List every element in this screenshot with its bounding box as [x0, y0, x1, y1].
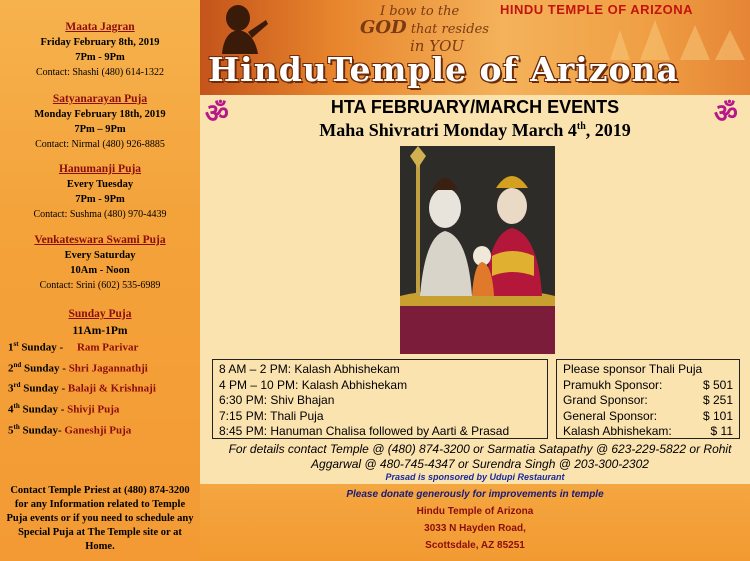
event-time: 7Pm – 9Pm [74, 124, 126, 135]
event-time: 10Am - Noon [70, 265, 130, 276]
event-date: Every Saturday [64, 250, 136, 261]
list-item: 4th Sunday - Shivji Puja [8, 401, 120, 416]
sponsor-row: Kalash Abhishekam: $ 11 [563, 424, 733, 438]
event-contact: Contact: Nirmal (480) 926-8885 [35, 139, 165, 150]
list-item: 1st Sunday - Ram Parivar [8, 340, 139, 354]
sponsor-row: Grand Sponsor: $ 251 [563, 393, 733, 407]
sunday-time: 11Am-1Pm [72, 325, 128, 337]
event-title: Venkateswara Swami Puja [34, 234, 166, 246]
schedule-item: 6:30 PM: Shiv Bhajan [219, 393, 335, 407]
event-date: Friday February 8th, 2019 [40, 37, 160, 48]
header-banner [200, 0, 750, 95]
sunday-puja-header [0, 307, 200, 339]
om-right-icon: ॐ [714, 99, 738, 129]
tagline-resides: that resides [410, 22, 489, 37]
tagline-line1: I bow to the [380, 4, 460, 19]
event-venkateswara [0, 233, 200, 293]
event-contact: Contact: Sushma (480) 970-4439 [33, 209, 167, 220]
sponsor-row: General Sponsor: $ 101 [563, 408, 733, 423]
list-item: 3rd Sunday - Balaji & Krishnaji [8, 381, 156, 395]
sponsor-row: Pramukh Sponsor: $ 501 [563, 377, 733, 392]
schedule-item: 8:45 PM: Hanuman Chalisa followed by Aarti & Prasad [219, 424, 510, 438]
praying-woman-silhouette-icon [208, 2, 278, 54]
tagline-god: GOD [360, 17, 407, 38]
sponsor-box [556, 359, 740, 439]
schedule-item: 4 PM – 10 PM: Kalash Abhishekam [219, 377, 408, 392]
event-title: Satyanarayan Puja [52, 93, 148, 105]
shiva-parvati-image [400, 146, 555, 354]
sidebar [0, 0, 200, 561]
schedule-box [212, 359, 548, 439]
event-date: Every Tuesday [66, 179, 134, 190]
om-left-icon: ॐ [205, 99, 229, 129]
list-item: 2nd Sunday - Shri Jagannathji [8, 360, 148, 375]
events-heading: HTA FEBRUARY/MARCH EVENTS [330, 97, 620, 117]
sunday-list [8, 336, 156, 439]
event-contact: Contact: Shashi (480) 614-1322 [35, 67, 165, 78]
schedule-item: 8 AM – 2 PM: Kalash Abhishekam [219, 362, 400, 376]
shivratri-heading: Maha Shivratri Monday March 4th, 2019 [319, 120, 631, 140]
event-title: Maata Jagran [65, 21, 135, 33]
sunday-title: Sunday Puja [68, 308, 132, 320]
temple-name: Hindu Temple of Arizona [416, 506, 534, 517]
banner-tagline [360, 4, 489, 54]
city-address: Scottsdale, AZ 85251 [425, 540, 525, 551]
street-address: 3033 N Hayden Road, [424, 523, 526, 534]
tagline-line2 [360, 17, 489, 38]
donate-text: Please donate generously for improvements in temple [346, 489, 604, 500]
event-time: 7Pm - 9Pm [75, 194, 125, 205]
priest-contact: Contact Temple Priest at (480) 874-3200 for any Information related to Temple Puja events or if you need to schedule any Special Puja at The Temple site or at Home. [6, 485, 194, 552]
event-title: Hanumanji Puja [58, 163, 142, 175]
footer [200, 484, 750, 561]
event-hanumanji [0, 162, 200, 222]
sponsor-title: Please sponsor Thali Puja [563, 362, 703, 376]
event-date: Monday February 18th, 2019 [34, 109, 166, 120]
banner-main-title: HinduTemple of Arizona [208, 50, 679, 89]
contact-details: For details contact Temple @ (480) 874-3200 or Sarmatia Satapathy @ 623-229-5822 or Rohit Aggarwal @ 480-745-4347 or Surendra Singh @ 203-300-2302 [228, 442, 732, 471]
banner-top-title: HINDU TEMPLE OF ARIZONA [500, 2, 694, 17]
tagline-line3: in YOU [410, 37, 465, 55]
event-time: 7Pm - 9Pm [75, 52, 125, 63]
schedule-item: 7:15 PM: Thali Puja [219, 408, 324, 423]
event-satyanarayan [0, 92, 200, 152]
event-contact: Contact: Srini (602) 535-6989 [39, 280, 161, 291]
list-item: 5th Sunday- Ganeshji Puja [8, 422, 132, 437]
prasad-sponsor: Prasad is sponsored by Udupi Restaurant [385, 472, 565, 482]
event-maata-jagran [0, 20, 200, 80]
